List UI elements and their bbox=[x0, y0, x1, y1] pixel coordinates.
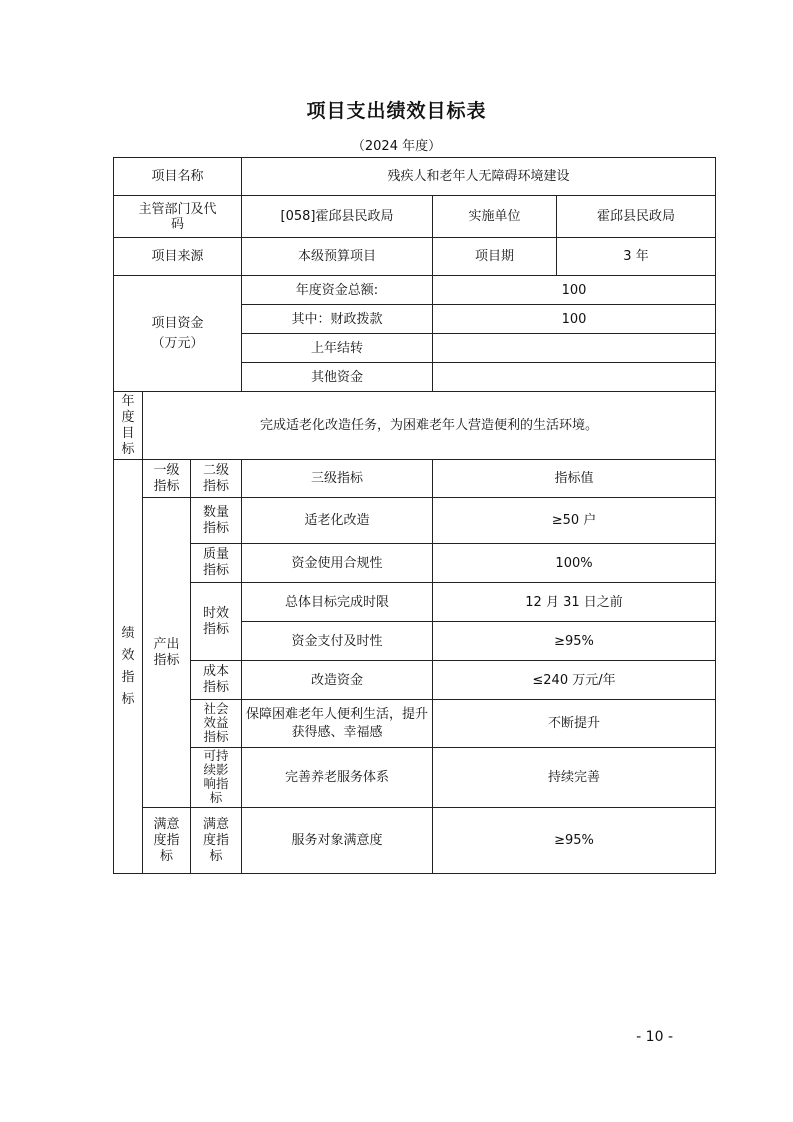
satisfaction-indicator-label: 满意度指标 bbox=[143, 808, 191, 874]
output-indicator-label: 产出指标 bbox=[143, 498, 191, 808]
value-cell: 100% bbox=[433, 544, 716, 583]
table-row bbox=[114, 498, 716, 544]
value-cell: 12 月 31 日之前 bbox=[433, 583, 716, 622]
carryover-label: 上年结转 bbox=[242, 334, 433, 363]
level2-cell: 可持续影响指标 bbox=[191, 748, 242, 808]
table-row bbox=[114, 583, 716, 622]
level3-cell: 资金使用合规性 bbox=[242, 544, 433, 583]
performance-goal-table bbox=[113, 157, 716, 874]
annual-goal-value: 完成适老化改造任务，为困难老年人营造便利的生活环境。 bbox=[143, 392, 716, 460]
implementing-unit-value: 霍邱县民政局 bbox=[557, 196, 716, 238]
row-project-name bbox=[114, 158, 716, 196]
value-cell: ≥95% bbox=[433, 622, 716, 661]
table-row bbox=[114, 748, 716, 808]
row-annual-goal bbox=[114, 392, 716, 460]
implementing-unit-label: 实施单位 bbox=[433, 196, 557, 238]
annual-goal-label: 年度目标 bbox=[114, 392, 143, 460]
value-cell: 不断提升 bbox=[433, 700, 716, 748]
table-row bbox=[114, 661, 716, 700]
page-number: - 10 - bbox=[636, 1029, 673, 1045]
level2-cell: 社会效益指标 bbox=[191, 700, 242, 748]
level2-cell: 数量指标 bbox=[191, 498, 242, 544]
carryover-value bbox=[433, 334, 716, 363]
funds-label: 项目资金（万元） bbox=[114, 276, 242, 392]
table-row bbox=[114, 808, 716, 874]
level3-cell: 资金支付及时性 bbox=[242, 622, 433, 661]
level3-cell: 服务对象满意度 bbox=[242, 808, 433, 874]
row-project-source bbox=[114, 238, 716, 276]
department-value: [058]霍邱县民政局 bbox=[242, 196, 433, 238]
value-cell: ≥50 户 bbox=[433, 498, 716, 544]
annual-total-label: 年度资金总额: bbox=[242, 276, 433, 305]
value-cell: 持续完善 bbox=[433, 748, 716, 808]
other-funds-label: 其他资金 bbox=[242, 363, 433, 392]
indicator-value-header: 指标值 bbox=[433, 460, 716, 498]
fiscal-allocation-label: 其中：财政拨款 bbox=[242, 305, 433, 334]
project-period-value: 3 年 bbox=[557, 238, 716, 276]
level3-cell: 保障困难老年人便利生活，提升获得感、幸福感 bbox=[242, 700, 433, 748]
row-department bbox=[114, 196, 716, 238]
other-funds-value bbox=[433, 363, 716, 392]
level1-header: 一级指标 bbox=[143, 460, 191, 498]
value-cell: ≥95% bbox=[433, 808, 716, 874]
page-title: 项目支出绩效目标表 bbox=[306, 100, 487, 122]
table-row bbox=[114, 544, 716, 583]
annual-total-value: 100 bbox=[433, 276, 716, 305]
level3-cell: 适老化改造 bbox=[242, 498, 433, 544]
performance-indicators-label: 绩效指标 bbox=[114, 460, 143, 874]
level3-cell: 完善养老服务体系 bbox=[242, 748, 433, 808]
project-period-label: 项目期 bbox=[433, 238, 557, 276]
level3-header: 三级指标 bbox=[242, 460, 433, 498]
level3-cell: 改造资金 bbox=[242, 661, 433, 700]
row-funds-total bbox=[114, 276, 716, 305]
row-indicator-header bbox=[114, 460, 716, 498]
project-source-label: 项目来源 bbox=[114, 238, 242, 276]
table-row bbox=[114, 700, 716, 748]
level2-cell: 时效指标 bbox=[191, 583, 242, 661]
project-source-value: 本级预算项目 bbox=[242, 238, 433, 276]
project-name-label: 项目名称 bbox=[114, 158, 242, 196]
level2-header: 二级指标 bbox=[191, 460, 242, 498]
department-label: 主管部门及代码 bbox=[114, 196, 242, 238]
year-subtitle: （2024 年度） bbox=[351, 139, 442, 154]
fiscal-allocation-value: 100 bbox=[433, 305, 716, 334]
level2-cell: 成本指标 bbox=[191, 661, 242, 700]
level3-cell: 总体目标完成时限 bbox=[242, 583, 433, 622]
value-cell: ≤240 万元/年 bbox=[433, 661, 716, 700]
level2-cell: 满意度指标 bbox=[191, 808, 242, 874]
level2-cell: 质量指标 bbox=[191, 544, 242, 583]
project-name-value: 残疾人和老年人无障碍环境建设 bbox=[242, 158, 716, 196]
